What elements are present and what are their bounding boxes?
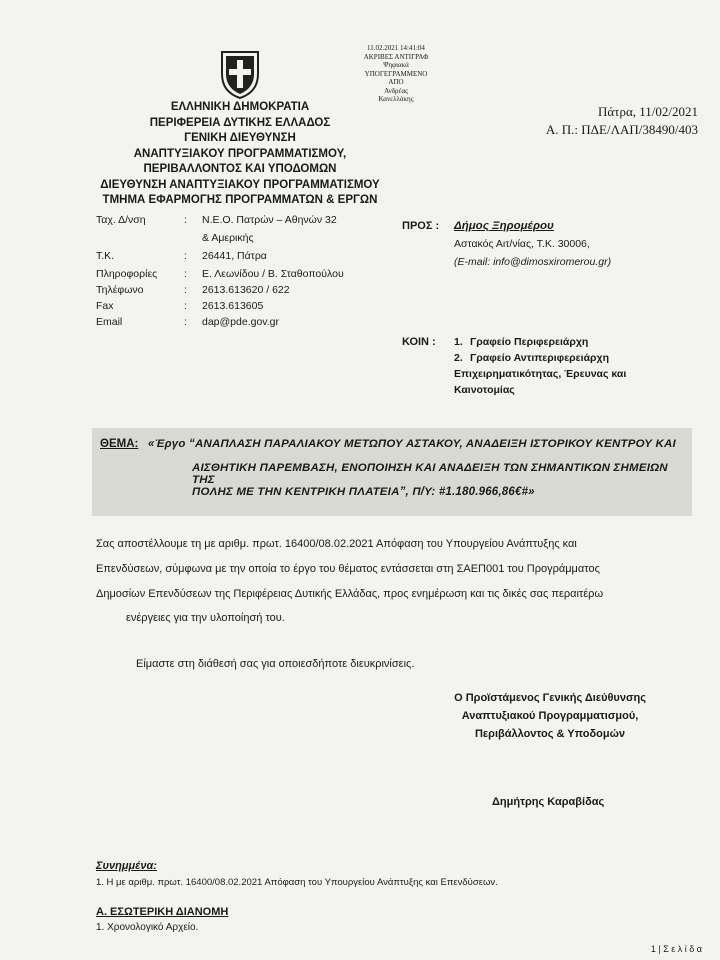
protocol-number: Α. Π.: ΠΔΕ/ΛΑΠ/38490/403	[545, 122, 698, 137]
contact-label: Τηλέφωνο	[96, 284, 144, 296]
cc-item-number: 2.	[454, 352, 463, 364]
contact-value: Ν.Ε.Ο. Πατρών – Αθηνών 32	[202, 214, 337, 226]
issuer-header	[90, 100, 390, 209]
signature-title-line: Περιβάλλοντος & Υποδομών	[474, 728, 626, 740]
recipient-email: (E-mail: info@dimosxiromerou.gr)	[454, 256, 612, 268]
stamp-line: Ανδρέας	[384, 86, 408, 95]
recipient-name: Δήμος Ξηρομέρου	[454, 220, 554, 232]
contact-value: 2613.613605	[202, 300, 264, 312]
contact-value: & Αμερικής	[202, 232, 254, 244]
body-line: ενέργειες για την υλοποίησή του.	[126, 612, 285, 624]
stamp-line: Κανελλάκης	[378, 95, 414, 103]
cc-item-line: Καινοτομίας	[454, 384, 515, 396]
subject-line: ΑΙΣΘΗΤΙΚΗ ΠΑΡΕΜΒΑΣΗ, ΕΝΟΠΟΙΗΣΗ ΚΑΙ ΑΝΑΔΕΙΞΗ ΤΩΝ ΣΗΜΑΝΤΙΚΩΝ ΣΗΜΕΙΩΝ ΤΗΣ	[192, 462, 668, 486]
header-line: ΕΛΛΗΝΙΚΗ ΔΗΜΟΚΡΑΤΙΑ	[170, 101, 310, 113]
place-date: Πάτρα, 11/02/2021	[598, 104, 698, 119]
contact-value: Ε. Λεωνίδου / Β. Σταθοπούλου	[202, 268, 344, 280]
body-line: Επενδύσεων, σύμφωνα με την οποία το έργο του θέματος εντάσσεται στη ΣΑΕΠ001 του Προγράμματος	[96, 563, 600, 575]
signature-block	[420, 692, 680, 740]
contact-value: 26441, Πάτρα	[202, 250, 267, 262]
stamp-line: ΑΚΡΙΒΕΣ ΑΝΤΙΓΡΑΦ	[363, 52, 429, 61]
stamp-line: Ψηφιακά	[383, 61, 409, 69]
cc-item: Γραφείο Αντιπεριφερειάρχη	[470, 352, 609, 364]
contact-colon: :	[184, 300, 187, 312]
header-line: ΓΕΝΙΚΗ ΔΙΕΥΘΥΝΣΗ	[184, 132, 296, 144]
cc-item: Γραφείο Περιφερειάρχη	[470, 336, 589, 348]
digital-signature-stamp	[356, 44, 436, 104]
attachment-item: 1. Η με αριθμ. πρωτ. 16400/08.02.2021 Απόφαση του Υπουργείου Ανάπτυξης και Επενδύσεων.	[96, 877, 498, 888]
contact-label: Τ.Κ.	[96, 250, 115, 262]
body-line: Δημοσίων Επενδύσεων της Περιφέρειας Δυτικής Ελλάδας, προς ενημέρωση και τις δικές σας περαιτέρω	[96, 588, 604, 600]
cc-label: ΚΟΙΝ :	[402, 336, 436, 348]
contact-label: Πληροφορίες	[96, 268, 158, 280]
cc-item-line: Επιχειρηματικότητας, Έρευνας και	[454, 368, 627, 380]
contact-value: dap@pde.gov.gr	[202, 316, 280, 328]
header-line: ΑΝΑΠΤΥΞΙΑΚΟΥ ΠΡΟΓΡΑΜΜΑΤΙΣΜΟΥ,	[133, 147, 347, 160]
header-line: ΤΜΗΜΑ ΕΦΑΡΜΟΓΗΣ ΠΡΟΓΡΑΜΜΑΤΩΝ & ΕΡΓΩΝ	[102, 194, 378, 206]
stamp-line: ΑΠΟ	[388, 78, 404, 86]
contact-label: Email	[96, 316, 123, 328]
body-line: Είμαστε στη διάθεσή σας για οποιεσδήποτε διευκρινίσεις.	[136, 658, 415, 670]
subject-block	[92, 428, 692, 516]
body-line: Σας αποστέλλουμε τη με αριθμ. πρωτ. 16400/08.02.2021 Απόφαση του Υπουργείου Ανάπτυξης και	[96, 538, 577, 550]
contact-label: Ταχ. Δ/νση	[96, 214, 146, 226]
subject-line: «Έργο “ΑΝΑΠΛΑΣΗ ΠΑΡΑΛΙΑΚΟΥ ΜΕΤΩΠΟΥ ΑΣΤΑΚΟΥ, ΑΝΑΔΕΙΞΗ ΙΣΤΟΡΙΚΟΥ ΚΕΝΤΡΟΥ ΚΑΙ	[148, 438, 676, 450]
contact-colon: :	[184, 284, 187, 296]
contact-value: 2613.613620 / 622	[202, 284, 290, 296]
header-line: ΔΙΕΥΘΥΝΣΗ ΑΝΑΠΤΥΞΙΑΚΟΥ ΠΡΟΓΡΑΜΜΑΤΙΣΜΟΥ	[100, 178, 380, 191]
signature-title-line: Αναπτυξιακού Προγραμματισμού,	[461, 710, 639, 722]
header-line: ΠΕΡΙΦΕΡΕΙΑ ΔΥΤΙΚΗΣ ΕΛΛΑΔΟΣ	[149, 116, 331, 129]
subject-label: ΘΕΜΑ:	[100, 438, 139, 450]
contact-colon: :	[184, 214, 187, 226]
contact-colon: :	[184, 316, 187, 328]
contact-label: Fax	[96, 300, 114, 312]
header-line: ΠΕΡΙΒΑΛΛΟΝΤΟΣ ΚΑΙ ΥΠΟΔΟΜΩΝ	[143, 163, 337, 175]
stamp-line: ΥΠΟΓΕΓΡΑΜΜΕΝΟ	[364, 69, 428, 78]
signatory-name: Δημήτρης Καραβίδας	[492, 796, 605, 808]
internal-distribution-item: 1. Χρονολογικό Αρχείο.	[96, 922, 199, 933]
signature-title-line: Ο Προϊστάμενος Γενικής Διεύθυνσης	[454, 692, 646, 704]
contact-colon: :	[184, 250, 187, 262]
to-label: ΠΡΟΣ :	[402, 220, 440, 232]
recipient-address: Αστακός Αιτ/νίας, Τ.Κ. 30006,	[454, 238, 590, 250]
internal-distribution-label: Α. ΕΣΩΤΕΡΙΚΗ ΔΙΑΝΟΜΗ	[96, 906, 229, 918]
stamp-line: 11.02.2021 14:41:04	[367, 44, 425, 52]
subject-line: ΠΟΛΗΣ ΜΕ ΤΗΝ ΚΕΝΤΡΙΚΗ ΠΛΑΤΕΙΑ”, Π/Υ: #1.180.966,86€#»	[192, 486, 535, 498]
greek-emblem-icon	[218, 48, 262, 100]
contact-colon: :	[184, 268, 187, 280]
cc-item-number: 1.	[454, 336, 463, 348]
attachments-label: Συνημμένα:	[96, 860, 157, 872]
page-number: 1 | Σ ε λ ί δ α	[650, 944, 702, 954]
